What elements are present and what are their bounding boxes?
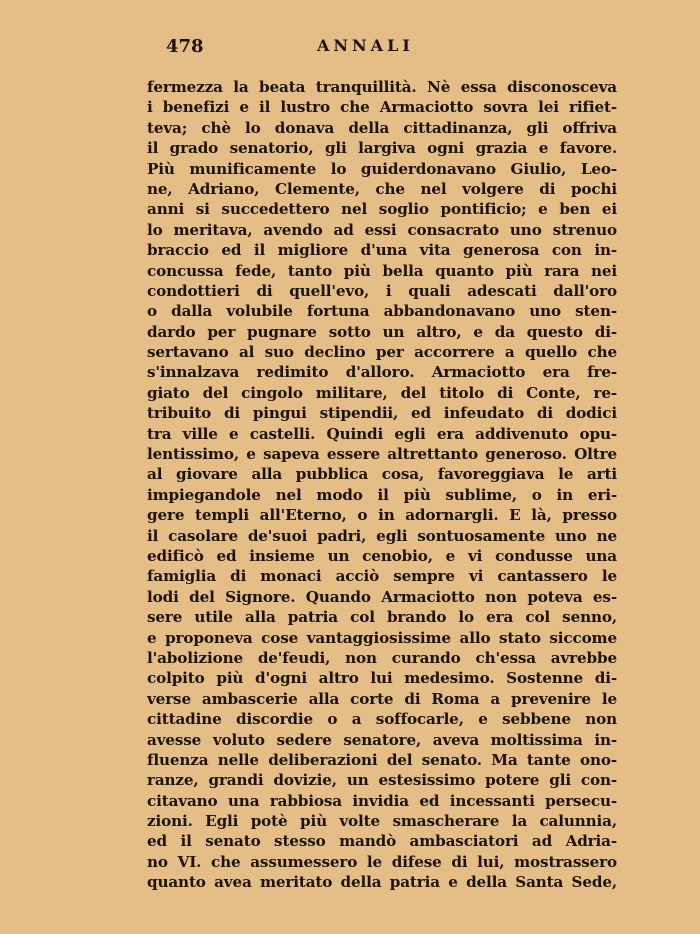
text-line: tribuito di pingui stipendii, ed infeudato di dodici (147, 404, 617, 423)
text-line: al giovare alla pubblica cosa, favoreggiava le arti (147, 465, 617, 484)
text-line: tra ville e castelli. Quindi egli era addivenuto opu- (147, 424, 617, 443)
text-line: anni si succedettero nel soglio pontificio; e ben ei (147, 200, 617, 219)
text-line: giato del cingolo militare, del titolo di Conte, re- (147, 383, 617, 402)
text-line: o dalla volubile fortuna abbandonavano uno sten- (147, 302, 617, 321)
text-line: no VI. che assumessero le difese di lui, mostrassero (147, 852, 617, 871)
text-line: sertavano al suo declino per accorrere a quello che (147, 343, 617, 362)
text-line: l'abolizione de'feudi, non curando ch'essa avrebbe (147, 648, 617, 667)
text-line: gere templi all'Eterno, o in adornargli. E là, presso (147, 506, 617, 525)
text-line: colpito più d'ogni altro lui medesimo. Sostenne di- (147, 669, 617, 688)
text-line: il grado senatorio, gli largiva ogni grazia e favore. (147, 139, 617, 158)
text-line: condottieri di quell'evo, i quali adescati dall'oro (147, 281, 617, 300)
text-line: citavano una rabbiosa invidia ed incessanti persecu- (147, 791, 617, 810)
text-line: fermezza la beata tranquillità. Nè essa disconosceva (147, 78, 617, 96)
text-line: ed il senato stesso mandò ambasciatori ad Adria- (147, 832, 617, 851)
text-line: lo meritava, avendo ad essi consacrato uno strenuo (147, 220, 617, 239)
text-line: verse ambascerie alla corte di Roma a prevenire le (147, 689, 617, 708)
text-line: concussa fede, tanto più bella quanto più rara nei (147, 261, 617, 280)
text-line: dardo per pugnare sotto un altro, e da questo di- (147, 322, 617, 341)
page-number: 478 (166, 36, 204, 57)
text-line: famiglia di monaci acciò sempre vi cantassero le (147, 567, 617, 586)
body-text (147, 77, 617, 893)
text-line: il casolare de'suoi padri, egli sontuosamente uno ne (147, 526, 617, 545)
text-line: lodi del Signore. Quando Armaciotto non poteva es- (147, 587, 617, 606)
text-line: lentissimo, e sapeva essere altrettanto generoso. Oltre (147, 445, 617, 464)
text-line: ranze, grandi dovizie, un estesissimo potere gli con- (147, 771, 617, 790)
running-head: ANNALI (317, 36, 414, 55)
text-line: impiegandole nel modo il più sublime, o in eri- (147, 485, 617, 504)
text-line: e proponeva cose vantaggiosissime allo stato siccome (147, 628, 617, 647)
text-line: avesse voluto sedere senatore, aveva moltissima in- (147, 730, 617, 749)
page-header (0, 36, 700, 62)
text-line: zioni. Egli potè più volte smascherare la calunnia, (147, 812, 617, 831)
text-line: cittadine discordie o a soffocarle, e sebbene non (147, 710, 617, 729)
text-line: sere utile alla patria col brando lo era col senno, (147, 608, 617, 627)
text-line: i benefizi e il lustro che Armaciotto sovra lei rifiet- (147, 98, 617, 117)
text-line: ne, Adriano, Clemente, che nel volgere di pochi (147, 179, 617, 198)
text-line: quanto avea meritato della patria e della Santa Sede, (147, 873, 617, 892)
text-line: fluenza nelle deliberazioni del senato. Ma tante ono- (147, 750, 617, 769)
text-line: s'innalzava redimito d'alloro. Armaciotto era fre- (147, 363, 617, 382)
text-line: teva; chè lo donava della cittadinanza, gli offriva (147, 118, 617, 137)
text-line: Più munificamente lo guiderdonavano Giulio, Leo- (147, 159, 617, 178)
text-line: edificò ed insieme un cenobio, e vi condusse una (147, 546, 617, 565)
text-line: braccio ed il migliore d'una vita generosa con in- (147, 241, 617, 260)
